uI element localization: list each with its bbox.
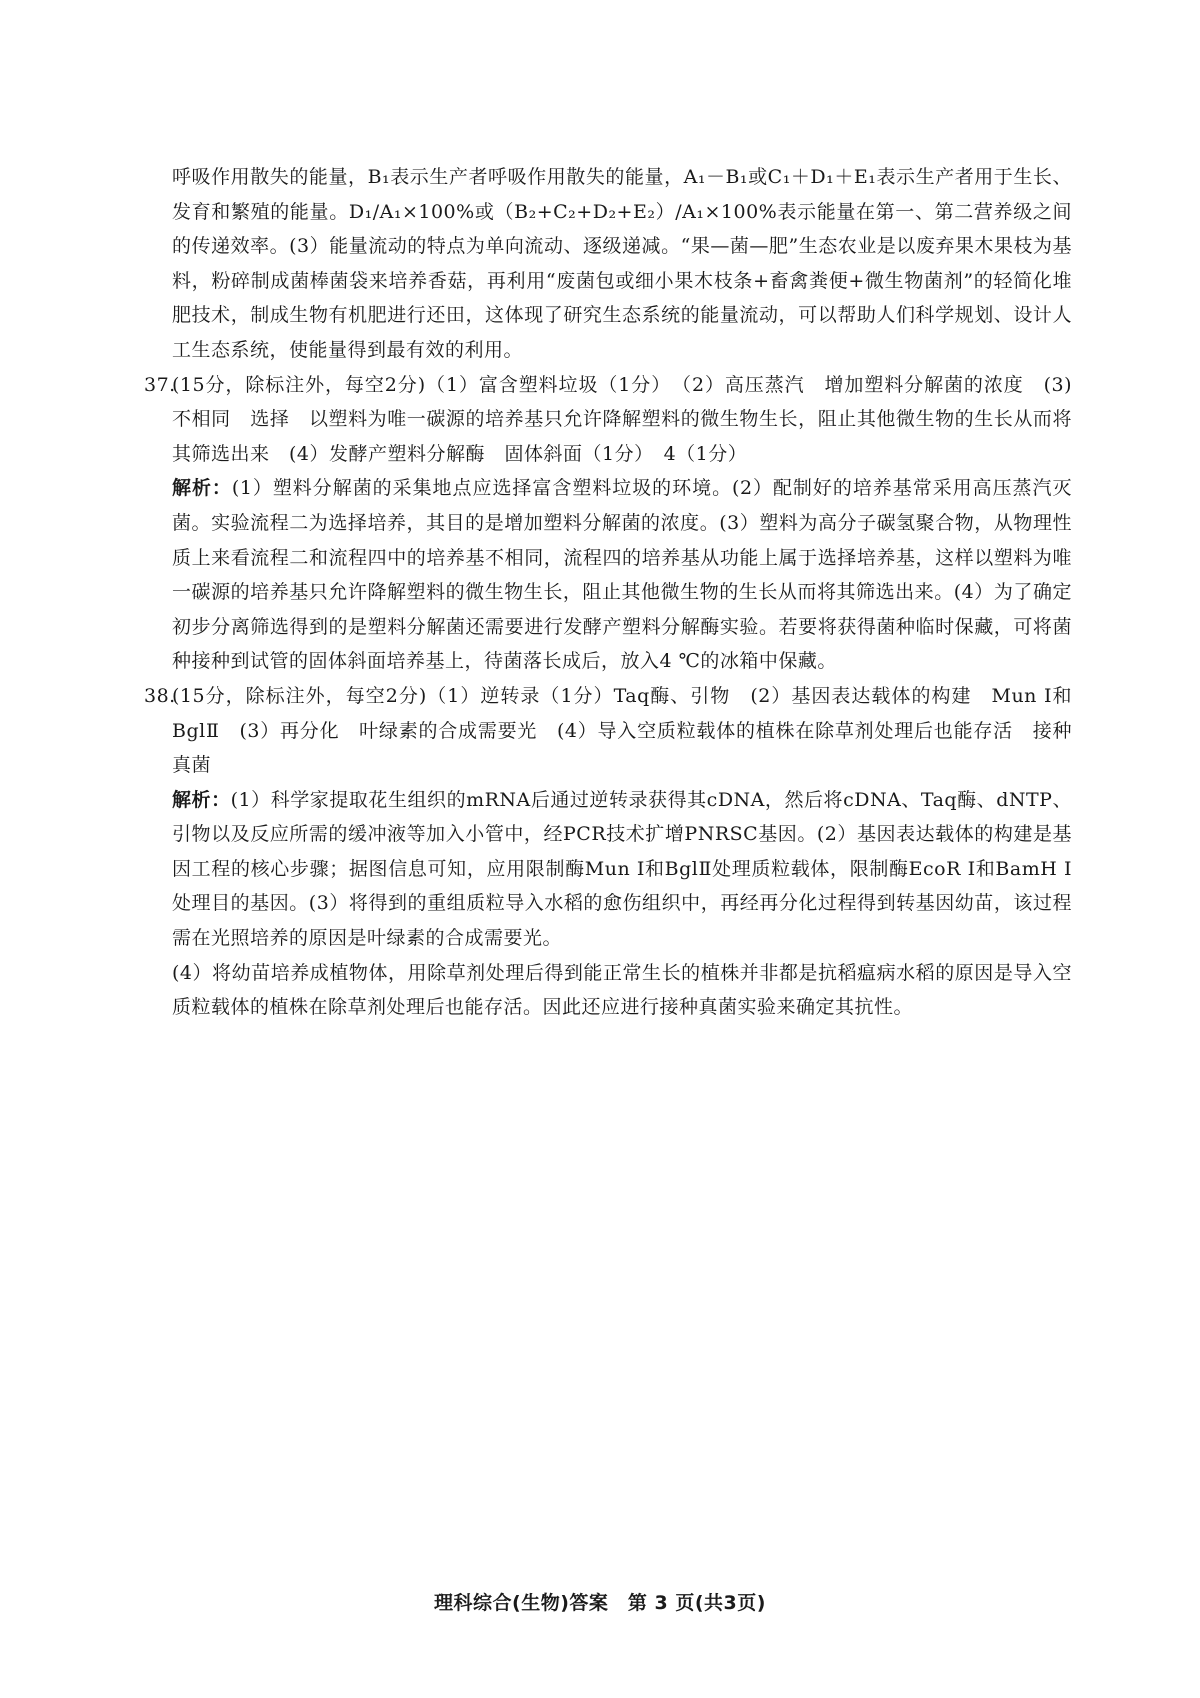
question-37 (144, 368, 1092, 472)
analysis-paragraph-2: (4）将幼苗培养成植物体，用除草剂处理后得到能正常生长的植株并非都是抗稻瘟病水稻的原因是导入空质粒载体的植株在除草剂处理后也能存活。因此还应进行接种真菌实验来确定其抗性。 (172, 961, 1072, 1019)
question-number: 38. (144, 684, 176, 707)
analysis-paragraph (172, 783, 1072, 956)
answer-text: (15分，除标注外，每空2分)（1）逆转录（1分）Taq酶、引物 (2）基因表达载体的构建 Mun I和BglⅡ (3）再分化 叶绿素的合成需要光 (4）导入空质粒载体的植株在除草剂处理后也能存活 接种真菌 (172, 684, 1072, 777)
continuation-paragraph: 呼吸作用散失的能量，B₁表示生产者呼吸作用散失的能量，A₁－B₁或C₁＋D₁＋E₁表示生产者用于生长、发育和繁殖的能量。D₁/A₁×100%或（B₂+C₂+D₂+E₂）/A₁×100%表示能量在第一、第二营养级之间的传递效率。(3）能量流动的特点为单向流动、逐级递减。“果—菌—肥”生态农业是以废弃果木果枝为基料，粉碎制成菌棒菌袋来培养香菇，再利用“废菌包或细小果木枝条+畜禽粪便+微生物菌剂”的轻简化堆肥技术，制成生物有机肥进行还田，这体现了研究生态系统的能量流动，可以帮助人们科学规划、设计人工生态系统，使能量得到最有效的利用。 (172, 166, 1072, 361)
question-38 (144, 679, 1072, 783)
question-number: 37. (144, 373, 176, 396)
answer-content (144, 160, 1092, 1025)
analysis-text: (1）科学家提取花生组织的mRNA后通过逆转录获得其cDNA，然后将cDNA、Taq酶、dNTP、引物以及反应所需的缓冲液等加入小管中，经PCR技术扩增PNRSC基因。(2）基因表达载体的构建是基因工程的核心步骤；据图信息可知，应用限制酶Mun I和BglⅡ处理质粒载体，限制酶EcoR I和BamH I处理目的基因。(3）将得到的重组质粒导入水稻的愈伤组织中，再经再分化过程得到转基因幼苗，该过程需在光照培养的原因是叶绿素的合成需要光。 (172, 788, 1072, 950)
page-footer: 理科综合(生物)答案 第 3 页(共3页) (434, 1592, 766, 1614)
analysis-label: 解析： (172, 788, 231, 811)
analysis-paragraph (172, 471, 1072, 679)
analysis-label: 解析： (172, 477, 232, 500)
answer-text: (15分，除标注外，每空2分)（1）富含塑料垃圾（1分） （2）高压蒸汽 增加塑料分解菌的浓度 (3) 不相同 选择 以塑料为唯一碳源的培养基只允许降解塑料的微生物生长，阻止其他微生物的生长从而将其筛选出来 (4）发酵产塑料分解酶 固体斜面（1分） 4（1分） (172, 373, 1092, 465)
analysis-text: (1）塑料分解菌的采集地点应选择富含塑料垃圾的环境。(2）配制好的培养基常采用高压蒸汽灭菌。实验流程二为选择培养，其目的是增加塑料分解菌的浓度。(3）塑料为高分子碳氢聚合物，从物理性质上来看流程二和流程四中的培养基不相同，流程四的培养基从功能上属于选择培养基，这样以塑料为唯一碳源的培养基只允许降解塑料的微生物生长，阻止其他微生物的生长从而将其筛选出来。(4）为了确定初步分离筛选得到的是塑料分解菌还需要进行发酵产塑料分解酶实验。若要将获得菌种临时保藏，可将菌种接种到试管的固体斜面培养基上，待菌落长成后，放入4 ℃的冰箱中保藏。 (172, 477, 1072, 673)
